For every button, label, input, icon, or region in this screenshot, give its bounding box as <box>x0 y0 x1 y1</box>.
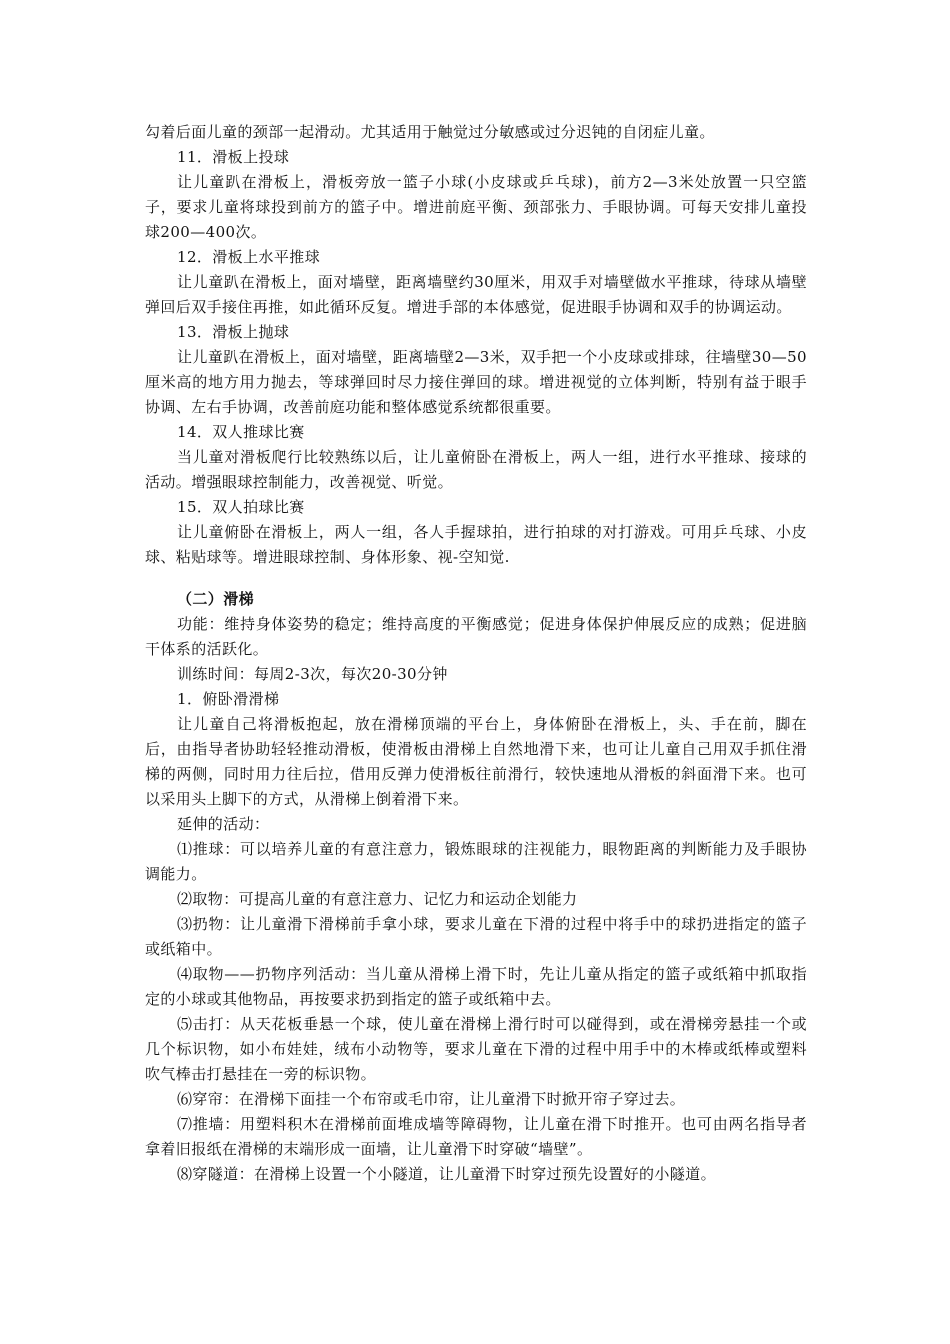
list-item: ⑴推球：可以培养儿童的有意注意力，锻炼眼球的注视能力，眼物距离的判断能力及手眼协调能力。 <box>145 840 807 883</box>
section-heading: （二）滑梯 <box>177 590 255 608</box>
paragraph: 让儿童趴在滑板上，面对墙壁，距离墙壁2—3米，双手把一个小皮球或排球，往墙壁30—50厘米高的地方用力抛去，等球弹回时尽力接住弹回的球。增进视觉的立体判断，特别有益于眼手协调、左右手协调，改善前庭功能和整体感觉系统都很重要。 <box>145 348 807 416</box>
document-body <box>145 120 807 1187</box>
paragraph: 勾着后面儿童的颈部一起滑动。尤其适用于触觉过分敏感或过分迟钝的自闭症儿童。 <box>145 123 715 141</box>
list-item: ⑷取物——扔物序列活动：当儿童从滑梯上滑下时，先让儿童从指定的篮子或纸箱中抓取指定的小球或其他物品，再按要求扔到指定的篮子或纸箱中去。 <box>145 965 807 1008</box>
item-heading: 13．滑板上抛球 <box>177 323 290 341</box>
item-heading: 1．俯卧滑滑梯 <box>177 690 280 708</box>
paragraph: 当儿童对滑板爬行比较熟练以后，让儿童俯卧在滑板上，两人一组，进行水平推球、接球的活动。增强眼球控制能力，改善视觉、听觉。 <box>145 448 807 491</box>
paragraph: 让儿童自己将滑板抱起，放在滑梯顶端的平台上，身体俯卧在滑板上，头、手在前，脚在后，由指导者协助轻轻推动滑板，使滑板由滑梯上自然地滑下来，也可让儿童自己用双手抓住滑梯的两侧，同时用力往后拉，借用反弹力使滑板往前滑行，较快速地从滑板的斜面滑下来。也可以采用头上脚下的方式，从滑梯上倒着滑下来。 <box>145 715 807 808</box>
list-item: ⑸击打：从天花板垂悬一个球，使儿童在滑梯上滑行时可以碰得到，或在滑梯旁悬挂一个或几个标识物，如小布娃娃，绒布小动物等，要求儿童在下滑的过程中用手中的木棒或纸棒或塑料吹气棒击打悬挂在一旁的标识物。 <box>145 1015 807 1083</box>
paragraph: 让儿童俯卧在滑板上，两人一组，各人手握球拍，进行拍球的对打游戏。可用乒乓球、小皮球、粘贴球等。增进眼球控制、身体形象、视-空知觉. <box>145 523 807 566</box>
item-heading: 11．滑板上投球 <box>177 148 290 166</box>
list-item: ⑺推墙：用塑料积木在滑梯前面堆成墙等障碍物，让儿童在滑下时推开。也可由两名指导者拿着旧报纸在滑梯的末端形成一面墙，让儿童滑下时穿破“墙壁”。 <box>145 1115 807 1158</box>
list-item: ⑵取物：可提高儿童的有意注意力、记忆力和运动企划能力 <box>177 890 578 908</box>
paragraph: 延伸的活动： <box>177 815 270 833</box>
list-item: ⑻穿隧道：在滑梯上设置一个小隧道，让儿童滑下时穿过预先设置好的小隧道。 <box>177 1165 717 1183</box>
list-item: ⑹穿帘：在滑梯下面挂一个布帘或毛巾帘，让儿童滑下时掀开帘子穿过去。 <box>177 1090 686 1108</box>
paragraph: 让儿童趴在滑板上，滑板旁放一篮子小球(小皮球或乒乓球)，前方2—3米处放置一只空篮子，要求儿童将球投到前方的篮子中。增进前庭平衡、颈部张力、手眼协调。可每天安排儿童投球200—400次。 <box>145 173 807 241</box>
paragraph: 让儿童趴在滑板上，面对墙壁，距离墙壁约30厘米，用双手对墙壁做水平推球，待球从墙壁弹回后双手接住再推，如此循环反复。增进手部的本体感觉，促进眼手协调和双手的协调运动。 <box>145 273 807 316</box>
list-item: ⑶扔物：让儿童滑下滑梯前手拿小球，要求儿童在下滑的过程中将手中的球扔进指定的篮子或纸箱中。 <box>145 915 807 958</box>
paragraph: 训练时间：每周2-3次，每次20-30分钟 <box>177 665 448 683</box>
item-heading: 12．滑板上水平推球 <box>177 248 321 266</box>
paragraph: 功能：维持身体姿势的稳定；维持高度的平衡感觉；促进身体保护伸展反应的成熟；促进脑干体系的活跃化。 <box>145 615 807 658</box>
item-heading: 14．双人推球比赛 <box>177 423 305 441</box>
item-heading: 15．双人拍球比赛 <box>177 498 305 516</box>
